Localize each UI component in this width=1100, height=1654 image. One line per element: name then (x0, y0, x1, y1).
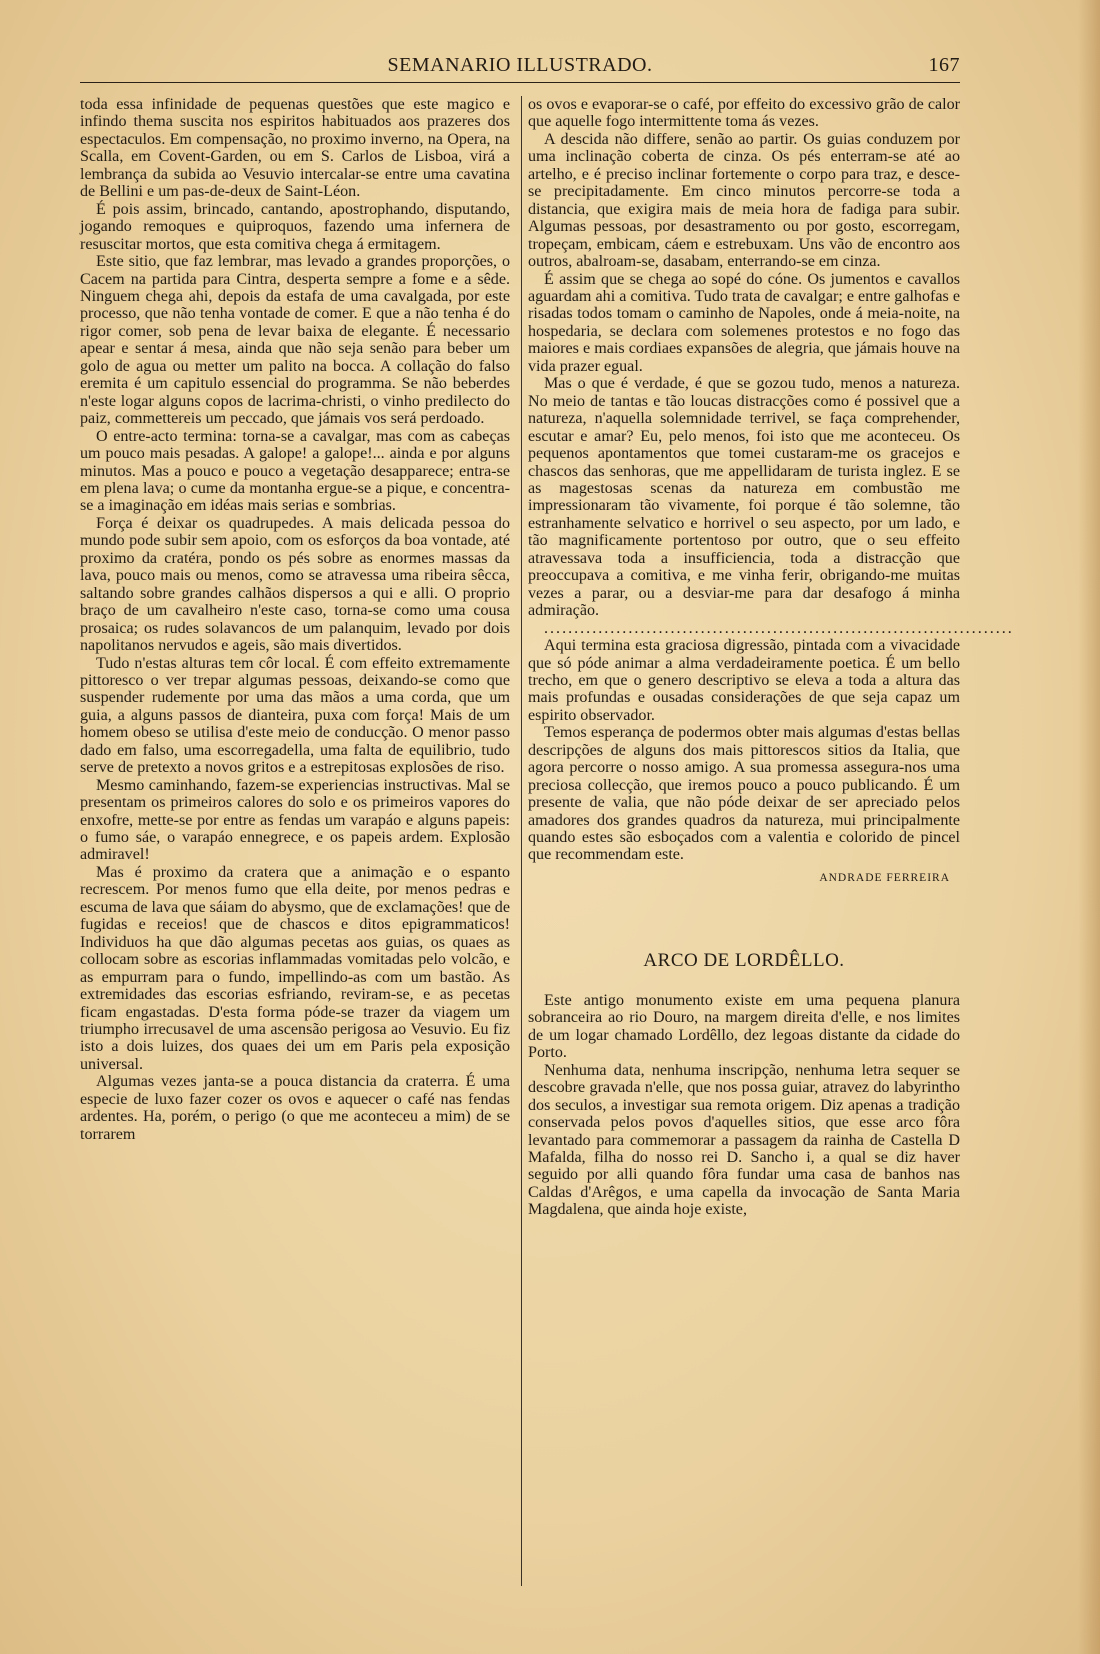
paragraph: A descida não differe, senão ao partir. Os guias conduzem por uma inclinação coberta de cinza. Os pés enterram-se até ao artelho, e é preciso inclinar fortemente o corpo para traz, e desce-se precipitadamente. Em cinco minutos percorre-se toda a distancia, que exigira mais de meia hora de fadiga para subir. Algumas pessoas, por desastramento ou por gosto, escorregam, tropeçam, embicam, cáem e estrebuxam. Uns vão de encontro aos outros, abalroam-se, dasabam, enterrando-se em cinza. (528, 130, 960, 271)
paragraph: Mas o que é verdade, é que se gozou tudo, menos a natureza. No meio de tantas e tão loucas distracções como é possivel que a natureza, n'aquella solemnidade terrivel, se faça comprehender, escutar e amar? Eu, pelo menos, foi isto que me aconteceu. Os pequenos apontamentos que tomei custaram-me os gracejos e chascos das senhoras, que me appellidaram de turista inglez. E se as magestosas scenas da natureza em combustão me impressionaram tão vivamente, foi porque é tão solemne, tão estranhamente selvatico e horrivel o seu aspecto, por um lado, e tão magnificamente portentoso por outro, que o seu effeito atravessava toda a insufficiencia, toda a distracção que preoccupava a comitiva, e me vinha ferir, obrigando-me muitas vezes a parar, ou a desviar-me para dar desafogo á minha admiração. (528, 375, 960, 620)
page-edge-stain (1078, 0, 1100, 1654)
paragraph: O entre-acto termina: torna-se a cavalgar, mas com as cabeças um pouco mais pesadas. A galope! a galope!... ainda e por alguns minutos. Mas a pouco e pouco a vegetação desapparece; entra-se em plena lava; o cume da montanha ergue-se a pique, e concentra-se a imaginação em idéas mais serias e sombrias. (80, 427, 510, 515)
paragraph: toda essa infinidade de pequenas questões que este magico e infindo thema suscita nos espiritos habituados aos prazeres dos espectaculos. Em compensação, no proximo inverno, na Opera, na Scalla, em Covent-Garden, ou em S. Carlos de Lisboa, virá a lembrança da subida ao Vesuvio intercalar-se entre uma cavatina de Bellini e um pas-de-deux de Saint-Léon. (80, 96, 510, 201)
paragraph-continuation: os ovos e evaporar-se o café, por effeito do excessivo grão de calor que aquelle fogo intermittente toma ás vezes. (528, 96, 960, 131)
right-column (528, 96, 1014, 1596)
paragraph: Aqui termina esta graciosa digressão, pintada com a vivacidade que só póde animar a alma verdadeiramente poetica. É um bello trecho, em que o genero descriptivo se eleva a toda a altura das mais profundas e ousadas considerações de que seja capaz um espirito observador. (528, 637, 960, 724)
paragraph: Nenhuma data, nenhuma inscripção, nenhuma letra sequer se descobre gravada n'elle, que nos possa guiar, atravez do labyrintho dos seculos, a investigar sua remota origem. Diz apenas a tradição conservada pelos povos d'aquelles sitios, que esse arco fôra levantado para commemorar a passagem da rainha de Castella D Mafalda, filha do nosso rei D. Sancho i, a qual se diz haver seguido por alli quando fôra fundar uma casa de banhos nas Caldas d'Arêgos, e uma capella da invocação de Santa Maria Magdalena, que ainda hoje existe, (528, 1061, 960, 1219)
header-rule (80, 82, 960, 83)
paragraph: Este sitio, que faz lembrar, mas levado a grandes proporções, o Cacem na partida para Cintra, desperta sempre a fome e a sêde. Ninguem chega ahi, depois da estafa de uma cavalgada, por este processo, que não tenha vontade de comer. E que a não tenha é do rigor comer, sob pena de levar baixa de elegante. É necessario apear e sentar á mesa, ainda que não seja senão para beber um golo de agua ou metter um palito na bocca. A collação do falso eremita é um capitulo essencial do programma. Se não beberdes n'este logar alguns copos de lacrima-christi, o vinho predilecto do paiz, commettereis um peccado, que jámais vos será perdoado. (80, 253, 510, 428)
paragraph: Mas é proximo da cratera que a animação e o espanto recrescem. Por menos fumo que ella deite, por menos pedras e escuma de lava que sáiam do abysmo, que de exclamações! que de fugidas e receios! que de chascos e ditos epigrammaticos! Individuos ha que dão algumas pecetas aos guias, os quaes as collocam sobre as escorias inflammadas vomitadas pelo volcão, e as empurram para o fundo, impellindo-as com um bastão. As extremidades das escorias esfriando, reviram-se, e as pecetas ficam engastadas. D'esta forma póde-se trazer da viagem um triumpho irrecusavel de uma ascensão perigosa ao Vesuvio. Eu fiz isto a dois luizes, dos quaes dei um em Paris pela exposição universal. (80, 863, 510, 1073)
paragraph: Algumas vezes janta-se a pouca distancia da craterra. É uma especie de luxo fazer cozer os ovos e aquecer o café nas fendas ardentes. Ha, porém, o perigo (o que me aconteceu a mim) de se torrarem (80, 1073, 510, 1143)
ellipsis-separator: .............................................................................. (544, 619, 1014, 637)
paragraph: Este antigo monumento existe em uma pequena planura sobranceira ao rio Douro, na margem direita d'elle, e nos limites de um logar chamado Lordêllo, dez legoas distante da cidade do Porto. (528, 991, 960, 1062)
article-title: ARCO DE LORDÊLLO. (643, 949, 845, 971)
page-number: 167 (928, 54, 960, 76)
author-signature: ANDRADE FERREIRA (819, 871, 950, 884)
paragraph: Temos esperança de podermos obter mais algumas d'estas bellas descripções de alguns dos mais pittorescos sitios da Italia, que agora percorre o nosso amigo. A sua promessa assegura-nos uma preciosa collecção, que iremos pouco a pouco publicando. É um presente de valia, que não póde deixar de ser apreciado pelos amadores dos grandes quadros da natureza, mui principalmente quando estes são esboçados com a valentia e colorido de pincel que recommendam este. (528, 724, 960, 864)
paragraph: É pois assim, brincado, cantando, apostrophando, disputando, jogando remoques e quiproquos, fazendo uma infernera de resuscitar mortos, que esta comitiva chega á ermitagem. (80, 200, 510, 253)
paragraph: Força é deixar os quadrupedes. A mais delicada pessoa do mundo pode subir sem apoio, com os esforços da boa vontade, até proximo da cratéra, pondo os pés sobre as enormes massas da lava, pouco mais ou menos, como se atravessa uma ribeira sêcca, saltando sobre grandes calhãos dispersos a qui e alli. O proprio braço de um cavalheiro n'este caso, torna-se como uma cousa prosaica; os rudes solavancos de um palanquim, levado por dois napolitanos nervudos e ageis, são mais divertidos. (80, 514, 510, 655)
left-column (80, 96, 510, 1596)
paragraph: Mesmo caminhando, fazem-se experiencias instructivas. Mal se presentam os primeiros calores do solo e os primeiros vapores do enxofre, mette-se por entre as fendas um varapáo e alguns papeis: o fumo sáe, o varapáo ennegrece, e os papeis ardem. Explosão admiravel! (80, 776, 510, 864)
running-header (80, 54, 960, 78)
paragraph: Tudo n'estas alturas tem côr local. É com effeito extremamente pittoresco o ver trepar algumas pessoas, deixando-se como que suspender rudemente por uma das mãos a uma corda, que um guia, a alguns passos de dianteira, puxa com força! Mais de um homem obeso se utilisa d'este meio de conducção. O menor passo dado em falso, uma escorregadella, uma falta de equilibrio, tudo serve de pretexto a novos gritos e a estrepitosas explosões de riso. (80, 654, 510, 777)
publication-title: SEMANARIO ILLUSTRADO. (387, 54, 653, 76)
paragraph: É assim que se chega ao sopé do cóne. Os jumentos e cavallos aguardam ahi a comitiva. Tudo trata de cavalgar; e entre galhofas e risadas todos tomam o caminho de Napoles, onde á meia-noite, na hospedaria, se declara com solemenes protestos e no fogo das maiores e mais cordiaes expansões de alegria, que jámais houve na vida prazer egual. (528, 270, 960, 375)
column-divider (521, 96, 522, 1586)
